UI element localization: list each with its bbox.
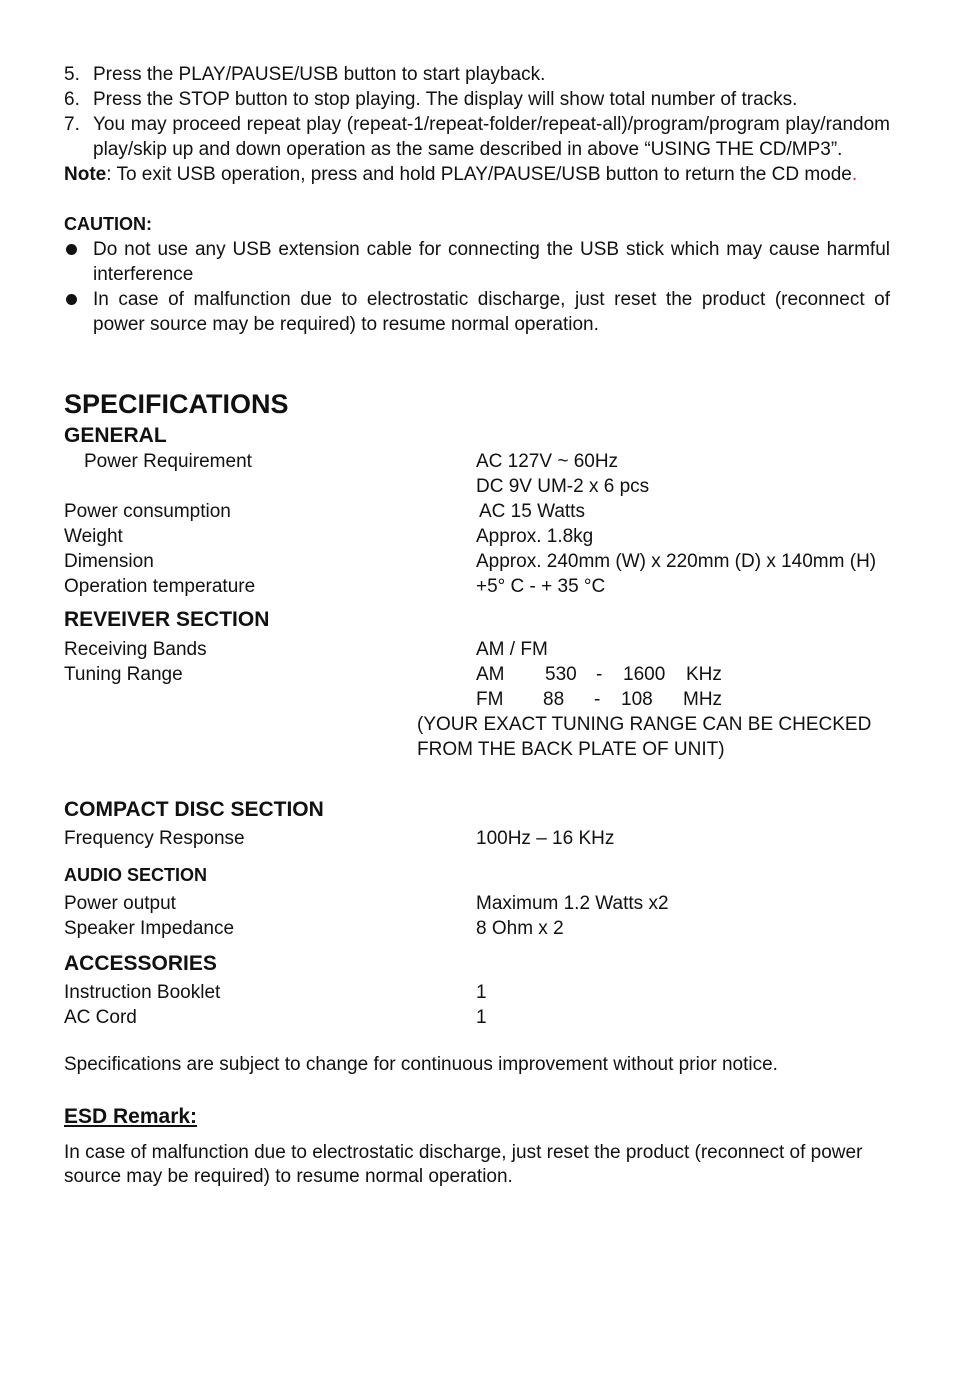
step-item (64, 112, 890, 162)
esd-remark-text: In case of malfunction due to electrostatic discharge, just reset the product (reconnect of power source may be required) to resume normal operation. (64, 1142, 863, 1187)
bullet-icon (66, 244, 77, 255)
spec-row-ac-cord (64, 1005, 890, 1030)
caution-list (64, 237, 890, 337)
step-text: You may proceed repeat play (repeat-1/repeat-folder/repeat-all)/program/program play/random play/skip up and down operation as the same described in above “USING THE CD/MP3”. (93, 114, 890, 160)
spec-row-power-requirement-dc (64, 474, 890, 499)
spec-row-power-output (64, 891, 890, 916)
spec-label: AC Cord (64, 1007, 137, 1028)
spec-label: Weight (64, 526, 123, 547)
tuning-note-line: (YOUR EXACT TUNING RANGE CAN BE CHECKED (417, 714, 872, 735)
spec-label: Dimension (64, 551, 154, 572)
spec-label: Power output (64, 893, 176, 914)
spec-label: Speaker Impedance (64, 918, 235, 939)
spec-value: 1 (476, 1007, 487, 1028)
spec-label: Tuning Range (64, 664, 183, 685)
spec-value: Approx. 240mm (W) x 220mm (D) x 140mm (H) (476, 551, 877, 572)
specifications-disclaimer: Specifications are subject to change for continuous improvement without prior notice. (64, 1054, 778, 1075)
caution-item (64, 287, 890, 337)
step-item (64, 87, 890, 112)
audio-heading: AUDIO SECTION (64, 865, 208, 885)
general-heading: GENERAL (64, 424, 167, 447)
spec-row-power-consumption (64, 499, 890, 524)
band-high: 1600 (623, 664, 666, 685)
caution-title: CAUTION: (64, 214, 152, 234)
spec-value: DC 9V UM-2 x 6 pcs (476, 476, 650, 497)
spec-label: Instruction Booklet (64, 982, 221, 1003)
band-name: AM (476, 664, 505, 685)
spec-row-frequency-response (64, 826, 890, 851)
spec-row-temperature (64, 574, 890, 599)
spec-row-speaker-impedance (64, 916, 890, 941)
caution-text: In case of malfunction due to electrostatic discharge, just reset the product (reconnect of power source may be required) to resume normal operation. (93, 289, 890, 335)
band-dash: - (596, 664, 603, 685)
compact-disc-heading: COMPACT DISC SECTION (64, 798, 324, 821)
spec-label: Power consumption (64, 501, 231, 522)
spec-row-power-requirement (64, 449, 890, 474)
band-low: 88 (543, 689, 565, 710)
bullet-icon (66, 294, 77, 305)
spec-row-dimension (64, 549, 890, 574)
spec-value: AC 15 Watts (479, 501, 585, 522)
spec-label: Operation temperature (64, 576, 256, 597)
specifications-title: SPECIFICATIONS (64, 389, 289, 419)
spec-label: Power Requirement (84, 451, 252, 472)
spec-value: 100Hz – 16 KHz (476, 828, 615, 849)
note-label: Note (64, 164, 107, 185)
note-text: : To exit USB operation, press and hold PLAY/PAUSE/USB button to return the CD mode (106, 164, 852, 185)
step-number: 5. (64, 64, 80, 85)
usb-steps-list (64, 62, 890, 162)
spec-value: +5° C - + 35 °C (476, 576, 606, 597)
spec-row-weight (64, 524, 890, 549)
step-number: 7. (64, 114, 80, 135)
step-text: Press the STOP button to stop playing. The display will show total number of tracks. (93, 89, 798, 110)
tuning-range-note (417, 712, 890, 762)
band-name: FM (476, 689, 504, 710)
spec-label: Receiving Bands (64, 639, 207, 660)
spec-value: AC 127V ~ 60Hz (476, 451, 619, 472)
tuning-note-line: FROM THE BACK PLATE OF UNIT) (417, 739, 725, 760)
accessories-heading: ACCESSORIES (64, 952, 217, 975)
note-end: . (851, 164, 858, 185)
receiver-heading: REVEIVER SECTION (64, 608, 270, 631)
band-unit: MHz (683, 689, 723, 710)
spec-value: AM / FM (476, 639, 548, 660)
spec-value: 8 Ohm x 2 (476, 918, 564, 939)
spec-row-receiving-bands (64, 637, 890, 662)
caution-item (64, 237, 890, 287)
band-low: 530 (545, 664, 577, 685)
band-high: 108 (621, 689, 653, 710)
usb-exit-note (64, 162, 890, 187)
spec-row-tuning-am (64, 662, 890, 687)
spec-value: Approx. 1.8kg (476, 526, 594, 547)
band-dash: - (594, 689, 601, 710)
step-number: 6. (64, 89, 80, 110)
spec-value: Maximum 1.2 Watts x2 (476, 893, 669, 914)
caution-text: Do not use any USB extension cable for connecting the USB stick which may cause harmful interference (93, 239, 890, 285)
spec-row-instruction-booklet (64, 980, 890, 1005)
spec-label: Frequency Response (64, 828, 245, 849)
step-item (64, 62, 890, 87)
step-text: Press the PLAY/PAUSE/USB button to start playback. (93, 64, 546, 85)
manual-page (64, 62, 890, 1189)
spec-value: 1 (476, 982, 487, 1003)
spec-row-tuning-fm (64, 687, 890, 712)
band-unit: KHz (686, 664, 722, 685)
esd-remark-title: ESD Remark: (64, 1105, 198, 1128)
